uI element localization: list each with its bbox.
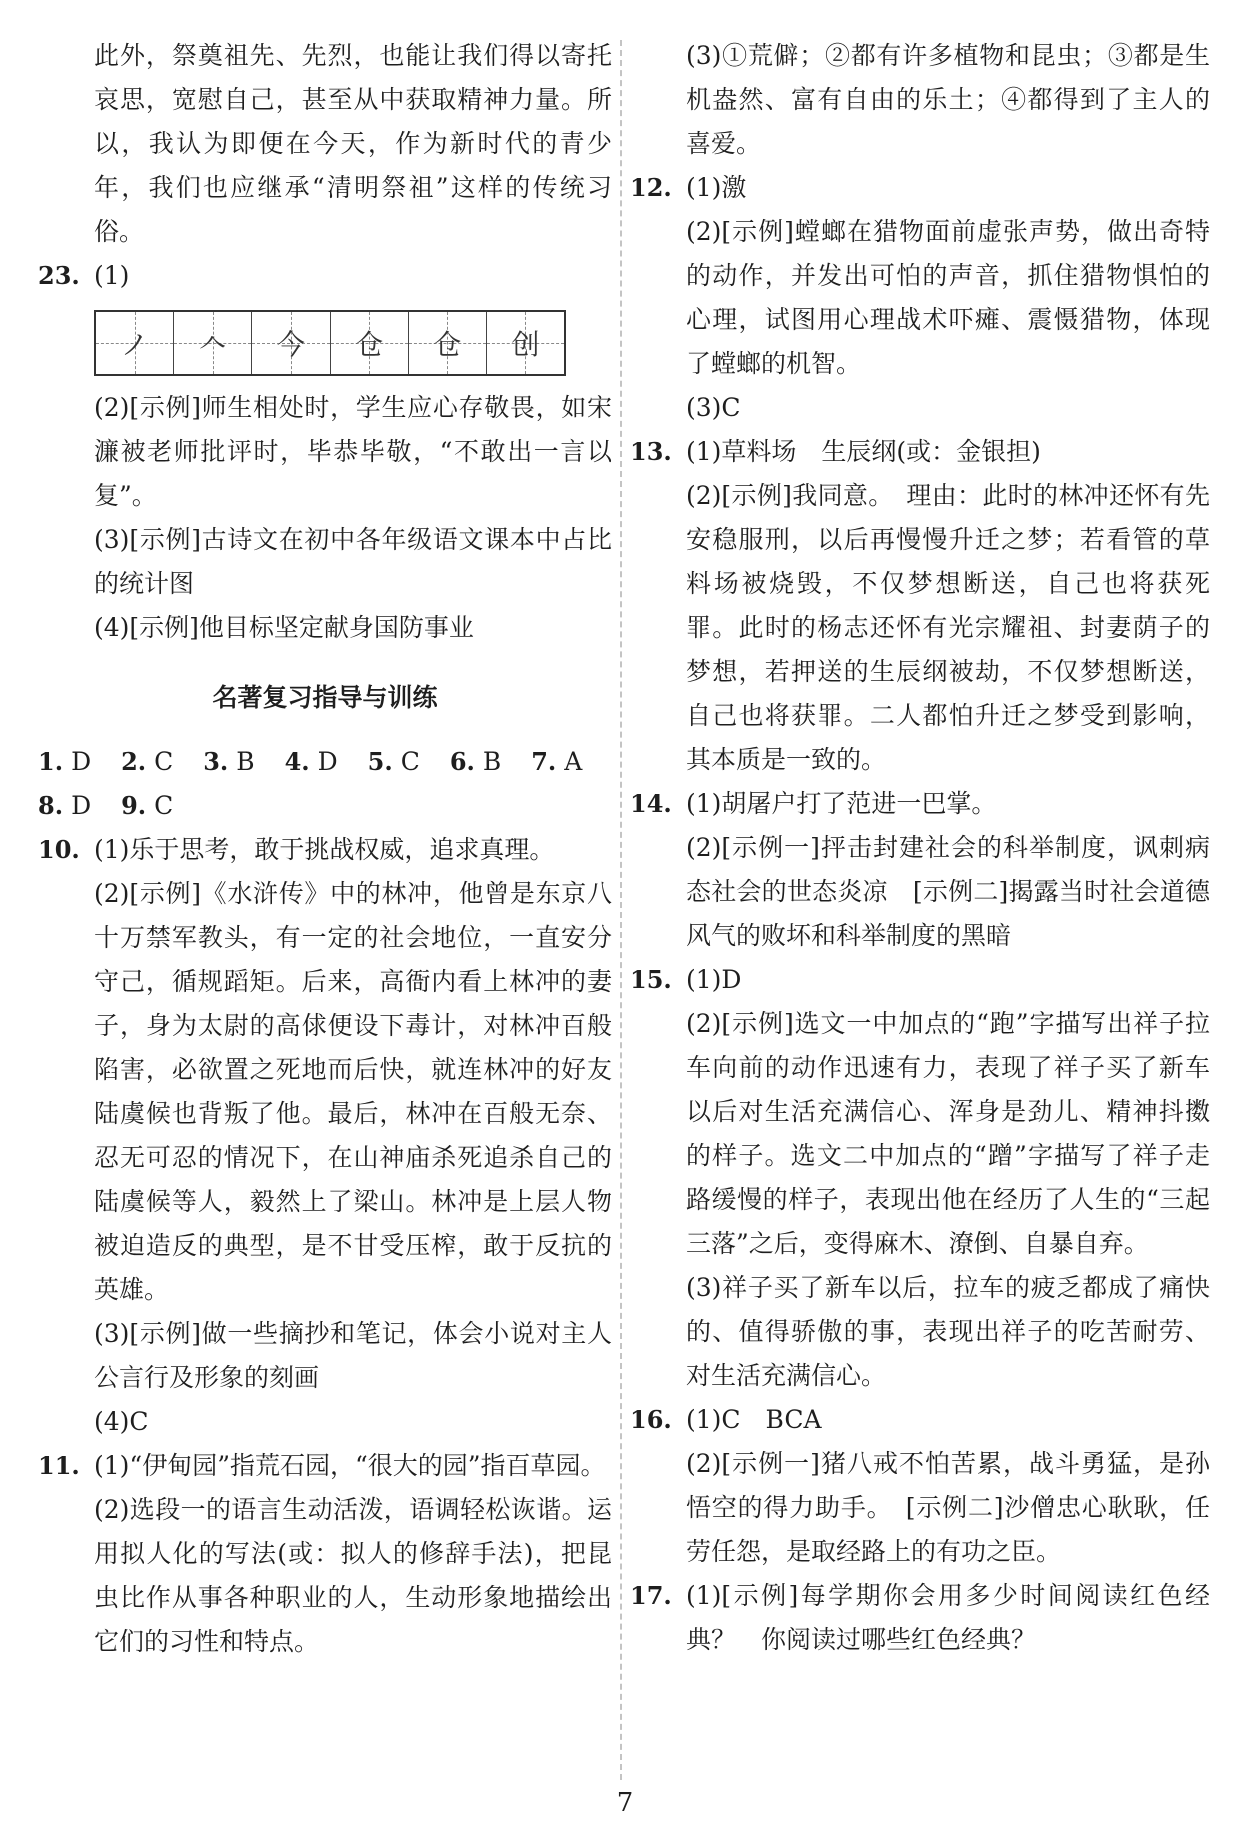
multiple-choice-row <box>38 740 612 784</box>
question-23 <box>38 254 612 650</box>
stroke-glyph: ノ <box>120 328 149 361</box>
question-17 <box>630 1574 1210 1662</box>
mc-number: 2. <box>121 747 147 776</box>
answer-part-label: (1) <box>94 261 130 290</box>
left-column <box>38 34 612 1664</box>
mc-number: 8. <box>38 791 64 820</box>
question-number: 13. <box>630 437 672 466</box>
mc-number: 6. <box>449 747 475 776</box>
mc-number: 3. <box>203 747 229 776</box>
answer-text: (2)[示例]我同意。 理由：此时的林冲还怀有先安稳服刑，以后再慢慢升迁之梦；若看管的草料场被烧毁，不仅梦想断送，自己也将获死罪。此时的杨志还怀有光宗耀祖、封妻荫子的梦想，若押送的生辰纲被劫，不仅梦想断送，自己也将获罪。二人都怕升迁之梦受到影响，其本质是一致的。 <box>686 481 1210 774</box>
question-number: 23. <box>38 261 80 290</box>
mc-number: 5. <box>367 747 393 776</box>
question-number: 16. <box>630 1405 672 1434</box>
stroke-glyph: 今 <box>276 328 305 361</box>
mc-answer: A <box>564 747 583 776</box>
answer-text: (1)“伊甸园”指荒石园，“很大的园”指百草园。 <box>94 1451 606 1480</box>
grid-cell <box>252 312 330 374</box>
grid-cell <box>331 312 409 374</box>
question-12 <box>630 166 1210 430</box>
answer-text: (4)[示例]他目标坚定献身国防事业 <box>94 613 474 642</box>
answer-text: (4)C <box>94 1407 149 1436</box>
stroke-glyph: 𠆢 <box>198 328 227 361</box>
mc-answer: D <box>71 747 92 776</box>
mc-answer: B <box>236 747 255 776</box>
question-number: 12. <box>630 173 672 202</box>
answer-text: (3)C <box>686 393 741 422</box>
mc-number: 9. <box>121 791 147 820</box>
mc-answer: C <box>154 791 174 820</box>
mc-answer: D <box>71 791 92 820</box>
answer-text: (1)激 <box>686 173 747 202</box>
answer-text: (2)[示例一]猪八戒不怕苦累，战斗勇猛，是孙悟空的得力助手。 [示例二]沙僧忠心耿耿，任劳任怨，是取经路上的有功之臣。 <box>686 1449 1210 1566</box>
mc-answer: C <box>400 747 420 776</box>
answer-text: (1)D <box>686 965 742 994</box>
answer-text: 此外，祭奠祖先、先烈，也能让我们得以寄托哀思，宽慰自己，甚至从中获取精神力量。所以，我认为即便在今天，作为新时代的青少年，我们也应继承“清明祭祖”这样的传统习俗。 <box>94 41 612 246</box>
answer-text: (3)[示例]古诗文在初中各年级语文课本中占比的统计图 <box>94 525 612 598</box>
question-16 <box>630 1398 1210 1574</box>
grid-cell <box>96 312 174 374</box>
grid-cell <box>174 312 252 374</box>
mc-answer: C <box>154 747 174 776</box>
right-column <box>630 34 1210 1662</box>
answer-text: (2)[示例]《水浒传》中的林冲，他曾是东京八十万禁军教头，有一定的社会地位，一直安分守己，循规蹈矩。后来，高衙内看上林冲的妻子，身为太尉的高俅便设下毒计，对林冲百般陷害，必欲置之死地而后快，就连林冲的好友陆虞候也背叛了他。最后，林冲在百般无奈、忍无可忍的情况下，在山神庙杀死追杀自己的陆虞候等人，毅然上了梁山。林冲是上层人物被迫造反的典型，是不甘受压榨，敢于反抗的英雄。 <box>94 879 612 1304</box>
question-number: 10. <box>38 835 80 864</box>
question-number: 11. <box>38 1451 80 1480</box>
mc-answer: D <box>317 747 338 776</box>
stroke-order-grid <box>94 310 566 376</box>
answer-text: (2)[示例]师生相处时，学生应心存敬畏，如宋濂被老师批评时，毕恭毕敬，“不敢出一言以复”。 <box>94 393 612 510</box>
multiple-choice-row <box>38 784 612 828</box>
answer-text: (2)[示例一]抨击封建社会的科举制度，讽刺病态社会的世态炎凉 [示例二]揭露当时社会道德风气的败坏和科举制度的黑暗 <box>686 833 1210 950</box>
question-number: 15. <box>630 965 672 994</box>
stroke-glyph: 创 <box>511 328 540 361</box>
question-number: 17. <box>630 1581 672 1610</box>
answer-text: (3)[示例]做一些摘抄和笔记，体会小说对主人公言行及形象的刻画 <box>94 1319 612 1392</box>
answer-text: (2)[示例]螳螂在猎物面前虚张声势，做出奇特的动作，并发出可怕的声音，抓住猎物惧怕的心理，试图用心理战术吓瘫、震慑猎物，体现了螳螂的机智。 <box>686 217 1210 378</box>
answer-text: (2)选段一的语言生动活泼，语调轻松诙谐。运用拟人化的写法(或：拟人的修辞手法)，把昆虫比作从事各种职业的人，生动形象地描绘出它们的习性和特点。 <box>94 1495 612 1656</box>
grid-cell <box>409 312 487 374</box>
answer-text: (2)[示例]选文一中加点的“跑”字描写出祥子拉车向前的动作迅速有力，表现了祥子买了新车以后对生活充满信心、浑身是劲儿、精神抖擞的样子。选文二中加点的“蹭”字描写了祥子走路缓慢的样子，表现出他在经历了人生的“三起三落”之后，变得麻木、潦倒、自暴自弃。 <box>686 1009 1210 1258</box>
q22-continuation <box>38 34 612 254</box>
answer-text: (1)胡屠户打了范进一巴掌。 <box>686 789 997 818</box>
grid-cell <box>487 312 564 374</box>
page-number: 7 <box>616 1788 634 1818</box>
mc-number: 7. <box>531 747 557 776</box>
question-13 <box>630 430 1210 782</box>
answer-text: (3)①荒僻；②都有许多植物和昆虫；③都是生机盎然、富有自由的乐土；④都得到了主人的喜爱。 <box>686 41 1210 158</box>
question-15 <box>630 958 1210 1398</box>
q11-continuation <box>630 34 1210 166</box>
question-10 <box>38 828 612 1444</box>
mc-answer: B <box>482 747 502 776</box>
mc-number: 1. <box>38 747 64 776</box>
answer-text: (1)草料场 生辰纲(或：金银担) <box>686 437 1041 466</box>
section-title: 名著复习指导与训练 <box>212 683 438 712</box>
stroke-glyph: 仓 <box>433 328 462 361</box>
column-divider <box>620 40 622 1780</box>
question-11 <box>38 1444 612 1664</box>
answer-text: (1)[示例]每学期你会用多少时间阅读红色经典？ 你阅读过哪些红色经典？ <box>686 1581 1210 1654</box>
question-14 <box>630 782 1210 958</box>
question-number: 14. <box>630 789 672 818</box>
mc-number: 4. <box>284 747 310 776</box>
answer-text: (1)C BCA <box>686 1405 822 1434</box>
stroke-glyph: 仓 <box>355 328 384 361</box>
answer-text: (1)乐于思考，敢于挑战权威，追求真理。 <box>94 835 555 864</box>
answer-text: (3)祥子买了新车以后，拉车的疲乏都成了痛快的、值得骄傲的事，表现出祥子的吃苦耐劳、对生活充满信心。 <box>686 1273 1210 1390</box>
